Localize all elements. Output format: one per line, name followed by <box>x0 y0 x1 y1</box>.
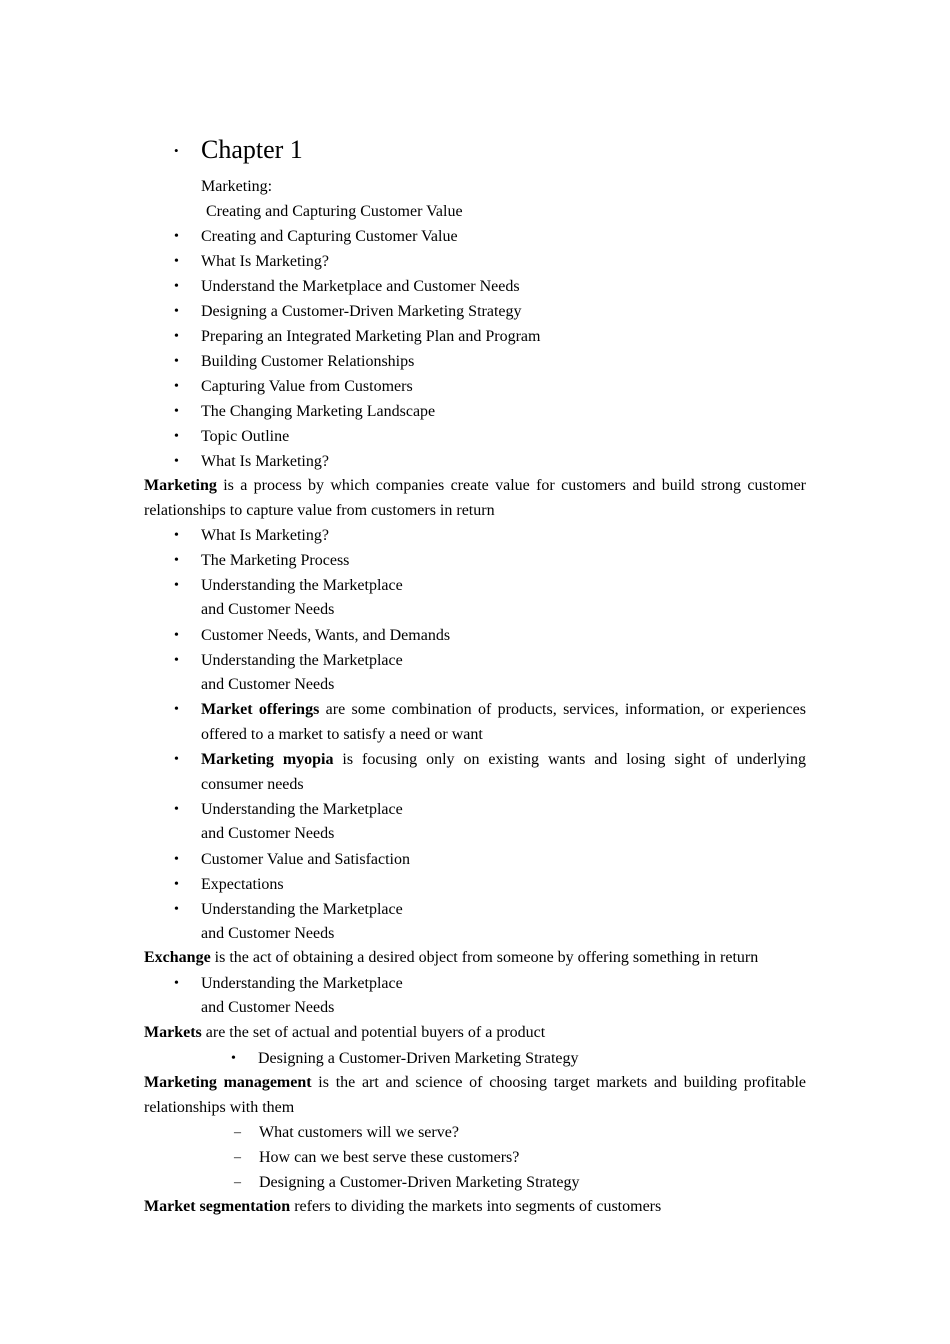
bullet-icon: • <box>231 1051 236 1066</box>
definition-text: is the act of obtaining a desired object from someone by offering something in return <box>210 949 759 966</box>
definition-term: Exchange <box>144 949 211 966</box>
bullet-icon: • <box>174 976 179 991</box>
list-item-continuation: and Customer Needs <box>201 601 335 618</box>
document-page: • Chapter 1 Marketing: Creating and Capturing Customer Value • Creating and Capturing Customer Value • What Is Marketing? • Understand the Marketplace and Customer Needs • Designing a Customer-Driven Marketing Strategy • Preparing an Integrated Marketing Plan and Program • Building Customer Relationships • Capturing Value from Customers • The Changing Marketing Landscape • Topic Outline • What Is Marketing? Marketing is a process by which companies create value for customers and build strong customer relationships to capture value from customers in return • What Is Marketing? • The Marketing Process • Understanding the Marketplace and Customer Needs • Customer Needs, Wants, and Demands • Understanding the Marketplace and Customer Needs • Market offerings are some combination of products, services, information, or experiences offered to a market to satisfy a need or want • Marketing myopia is focusing only on existing wants and losing sight of underlying consumer needs • Understanding the Marketplace and Customer Needs • Customer Value and Satisfaction • Expectations • Understanding the Marketplace and Customer Needs Exchange is the act of obtaining a desired object from someone by offering something in return • Understanding the Marketplace and Customer Needs Markets are the set of actual and potential buyers of a product • Designing a Customer-Driven Marketing Strategy Marketing management is the art and science of choosing target markets and building profitable relationships with them – What customers will we serve? – How can we best serve these customers? – Designing a Customer-Driven Marketing Strategy Market segmentation refers to dividing the markets into segments of customers <box>0 0 950 1344</box>
definition-text: is the art and science of choosing target markets and building profitable relationships with them <box>144 1074 806 1116</box>
bullet-icon: • <box>174 528 179 543</box>
list-item-continuation: and Customer Needs <box>201 676 335 693</box>
bullet-icon: • <box>174 254 179 269</box>
bullet-icon: • <box>174 354 179 369</box>
definition-text: refers to dividing the markets into segments of customers <box>290 1198 662 1215</box>
bullet-icon: • <box>174 653 179 668</box>
definition-term: Marketing management <box>144 1074 312 1091</box>
bullet-icon: • <box>174 454 179 469</box>
definition-text: are the set of actual and potential buyers of a product <box>201 1024 546 1041</box>
definition-exchange <box>144 946 806 971</box>
definition-term: Market segmentation <box>144 1198 291 1215</box>
chapter-title: Chapter 1 <box>201 135 303 164</box>
bullet-icon: • <box>174 229 179 244</box>
bullet-icon: • <box>174 877 179 892</box>
definition-marketing <box>144 474 806 524</box>
definition-text: are some combination of products, services, information, or experiences offered to a market to satisfy a need or want <box>201 701 807 743</box>
definition-market-segmentation <box>144 1195 806 1220</box>
definition-term: Market offerings <box>201 701 320 718</box>
dash-icon: – <box>234 1150 241 1165</box>
definition-text: is focusing only on existing wants and losing sight of underlying consumer needs <box>201 751 806 793</box>
subtitle-line-1: Marketing: <box>201 178 273 195</box>
bullet-icon: • <box>174 628 179 643</box>
dash-icon: – <box>234 1175 241 1190</box>
list-item-continuation: and Customer Needs <box>201 999 335 1016</box>
bullet-icon: • <box>174 752 179 767</box>
definition-marketing-management <box>144 1071 806 1121</box>
subtitle-line-2: Creating and Capturing Customer Value <box>206 203 463 220</box>
list-item-continuation: and Customer Needs <box>201 925 335 942</box>
bullet-icon: • <box>174 304 179 319</box>
bullet-icon: • <box>174 379 179 394</box>
bullet-icon: • <box>174 902 179 917</box>
bullet-icon: • <box>174 279 179 294</box>
bullet-icon: • <box>174 143 179 158</box>
bullet-icon: • <box>174 802 179 817</box>
bullet-icon: • <box>174 329 179 344</box>
bullet-icon: • <box>174 429 179 444</box>
definition-term: Marketing myopia <box>201 751 334 768</box>
bullet-icon: • <box>174 578 179 593</box>
bullet-icon: • <box>174 553 179 568</box>
list-item-market-offerings <box>174 698 806 748</box>
definition-markets <box>144 1021 806 1046</box>
list-item-marketing-myopia <box>174 748 806 798</box>
list-item-continuation: and Customer Needs <box>201 825 335 842</box>
bullet-icon: • <box>174 404 179 419</box>
bullet-icon: • <box>174 702 179 717</box>
bullet-icon: • <box>174 852 179 867</box>
definition-text: is a process by which companies create value for customers and build strong customer relationships to capture value from customers in return <box>144 477 806 519</box>
definition-term: Markets <box>144 1024 202 1041</box>
dash-icon: – <box>234 1125 241 1140</box>
definition-term: Marketing <box>144 477 217 494</box>
